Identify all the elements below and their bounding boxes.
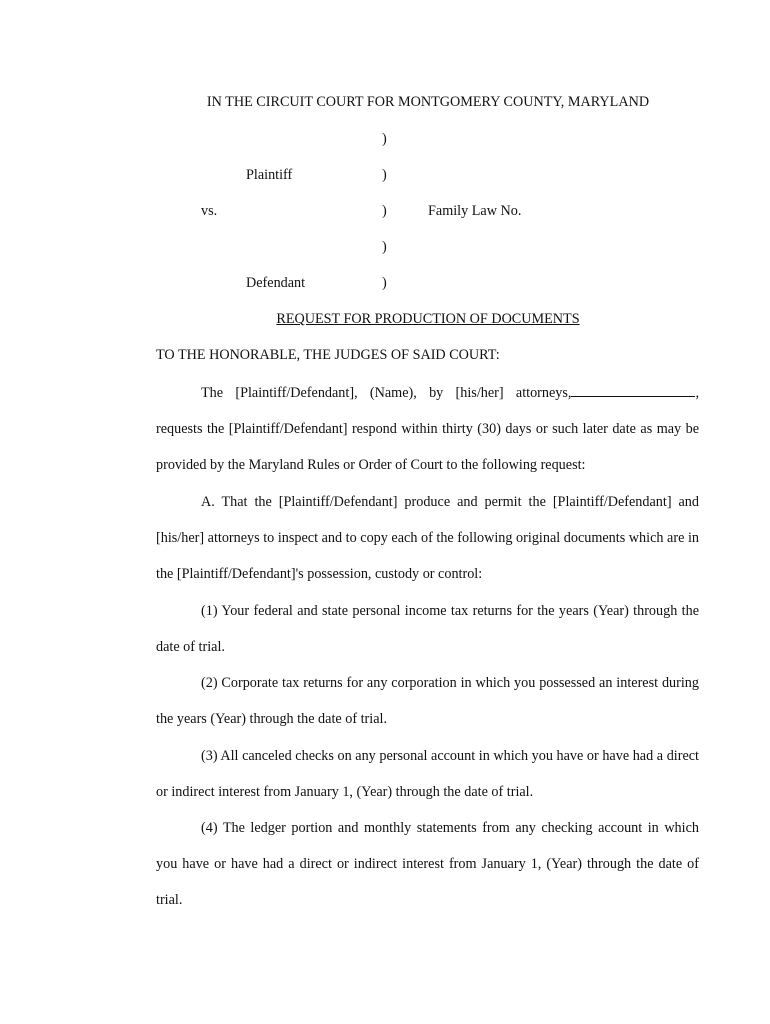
attorney-name-blank (571, 386, 695, 397)
salutation: TO THE HONORABLE, THE JUDGES OF SAID COURT: (156, 347, 500, 363)
list-item: (1) Your federal and state personal income tax returns for the years (Year) through the date of trial. (156, 603, 699, 656)
list-item: (3) All canceled checks on any personal account in which you have or have had a direct or indirect interest from January 1, (Year) through the date of trial. (156, 748, 699, 801)
caption-paren: ) (382, 167, 387, 183)
case-number-label: Family Law No. (428, 203, 522, 219)
plaintiff-label: Plaintiff (246, 167, 293, 183)
vs-label: vs. (201, 203, 218, 219)
caption-paren: ) (382, 239, 387, 255)
intro-paragraph (156, 375, 699, 484)
document-title: REQUEST FOR PRODUCTION OF DOCUMENTS (276, 311, 580, 327)
list-item: (2) Corporate tax returns for any corporation in which you possessed an interest during the years (Year) through the date of trial. (156, 675, 699, 728)
paragraph-a: A. That the [Plaintiff/Defendant] produce and permit the [Plaintiff/Defendant] and [his/her] attorneys to inspect and to copy each of the following original documents which are in the [Plaintiff/Defendant]'s possession, custody or control: (156, 494, 699, 583)
defendant-label: Defendant (246, 275, 306, 291)
caption-paren: ) (382, 131, 387, 147)
caption-paren: ) (382, 203, 387, 219)
intro-text: The [Plaintiff/Defendant], (Name), by [his/her] attorneys, (201, 385, 572, 401)
court-heading: IN THE CIRCUIT COURT FOR MONTGOMERY COUNTY, MARYLAND (206, 94, 650, 110)
list-item: (4) The ledger portion and monthly statements from any checking account in which you have or have had a direct or indirect interest from January 1, (Year) through the date of trial. (156, 820, 699, 909)
intro-text-continued: , requests the [Plaintiff/Defendant] respond within thirty (30) days or such later date as may be provided by the Maryland Rules or Order of Court to the following request: (156, 385, 699, 474)
caption-paren: ) (382, 275, 387, 291)
